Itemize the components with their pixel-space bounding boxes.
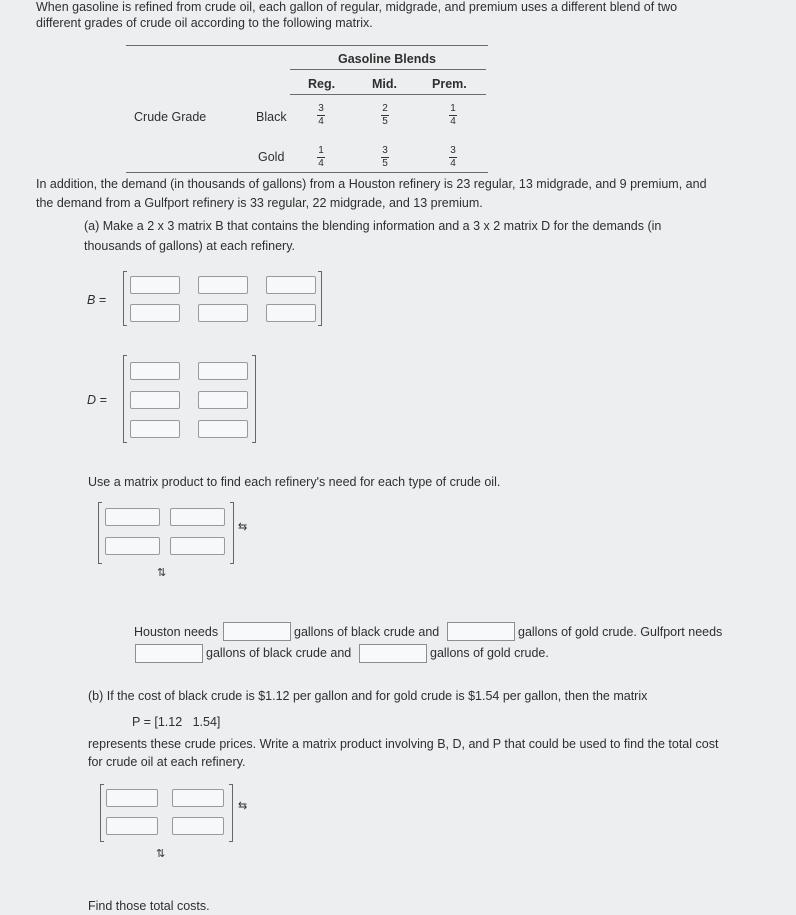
- prod-cell-1-2[interactable]: [170, 508, 225, 526]
- b-cell-1-1[interactable]: [130, 276, 180, 294]
- b-label: B =: [87, 293, 107, 307]
- d-cell-1-1[interactable]: [130, 362, 180, 380]
- p-matrix-label: P = [1.12 1.54]: [132, 715, 221, 729]
- cost-cell-2-2[interactable]: [172, 817, 224, 835]
- col-prem: Prem.: [432, 77, 467, 91]
- cost-cell-1-1[interactable]: [106, 789, 158, 807]
- b-cell-2-2[interactable]: [198, 304, 248, 322]
- d-label: D =: [87, 393, 107, 407]
- add-row-icon-2[interactable]: ⇅: [156, 848, 166, 860]
- prod-cell-2-1[interactable]: [105, 537, 160, 555]
- cell-black-mid: 2 5: [382, 103, 388, 127]
- row-black: Black: [256, 110, 287, 124]
- add-column-icon[interactable]: ⇆: [238, 521, 248, 533]
- cell-gold-prem: 3 4: [450, 145, 456, 169]
- demand-line-2: the demand from a Gulfport refinery is 33 regular, 22 midgrade, and 13 premium.: [36, 196, 483, 210]
- col-reg: Reg.: [308, 77, 336, 91]
- houston-black-input[interactable]: [223, 622, 291, 641]
- cost-cell-1-2[interactable]: [172, 789, 224, 807]
- part-a-line-2: thousands of gallons) at each refinery.: [84, 239, 296, 253]
- needs-text-3: gallons of black crude and: [206, 646, 352, 660]
- table-group-header: Gasoline Blends: [338, 52, 436, 66]
- add-row-icon[interactable]: ⇅: [157, 567, 167, 579]
- gulfport-gold-input[interactable]: [359, 644, 427, 663]
- b-cell-1-3[interactable]: [266, 276, 316, 294]
- d-cell-2-2[interactable]: [198, 391, 248, 409]
- d-cell-3-1[interactable]: [130, 420, 180, 438]
- d-cell-3-2[interactable]: [198, 420, 248, 438]
- part-b-line-4: for crude oil at each refinery.: [88, 755, 246, 769]
- intro-line-1: When gasoline is refined from crude oil, each gallon of regular, midgrade, and premium uses a different blend of two: [36, 0, 678, 14]
- needs-text-4: gallons of gold crude.: [430, 646, 549, 660]
- gulfport-black-input[interactable]: [135, 644, 203, 663]
- cell-black-prem: 1 4: [450, 103, 456, 127]
- prod-cell-1-1[interactable]: [105, 508, 160, 526]
- add-column-icon-2[interactable]: ⇆: [238, 800, 248, 812]
- houston-gold-input[interactable]: [447, 622, 515, 641]
- part-b-line-3: represents these crude prices. Write a matrix product involving B, D, and P that could be used to find the total cost: [88, 737, 719, 751]
- d-cell-1-2[interactable]: [198, 362, 248, 380]
- intro-line-2: different grades of crude oil according to the following matrix.: [36, 16, 373, 30]
- cell-gold-reg: 1 4: [318, 145, 324, 169]
- product-prompt: Use a matrix product to find each refinery's need for each type of crude oil.: [88, 475, 501, 489]
- needs-text-1: gallons of black crude and: [294, 625, 440, 639]
- col-mid: Mid.: [372, 77, 397, 91]
- cell-gold-mid: 3 5: [382, 145, 388, 169]
- part-b-line-1: (b) If the cost of black crude is $1.12 per gallon and for gold crude is $1.54 per gallon, then the matrix: [88, 689, 648, 703]
- demand-line-1: In addition, the demand (in thousands of gallons) from a Houston refinery is 23 regular, 13 midgrade, and 9 premium, and: [36, 177, 707, 191]
- prod-cell-2-2[interactable]: [170, 537, 225, 555]
- cell-black-reg: 3 4: [318, 103, 324, 127]
- row-gold: Gold: [258, 150, 285, 164]
- b-cell-2-3[interactable]: [266, 304, 316, 322]
- b-cell-1-2[interactable]: [198, 276, 248, 294]
- find-costs-label: Find those total costs.: [88, 899, 210, 913]
- row-group-label: Crude Grade: [134, 110, 207, 124]
- houston-needs-label: Houston needs: [134, 625, 219, 639]
- b-cell-2-1[interactable]: [130, 304, 180, 322]
- part-a-line-1: (a) Make a 2 x 3 matrix B that contains the blending information and a 3 x 2 matrix D for the demands (in: [84, 219, 662, 233]
- cost-cell-2-1[interactable]: [106, 817, 158, 835]
- needs-text-2: gallons of gold crude. Gulfport needs: [518, 625, 723, 639]
- d-cell-2-1[interactable]: [130, 391, 180, 409]
